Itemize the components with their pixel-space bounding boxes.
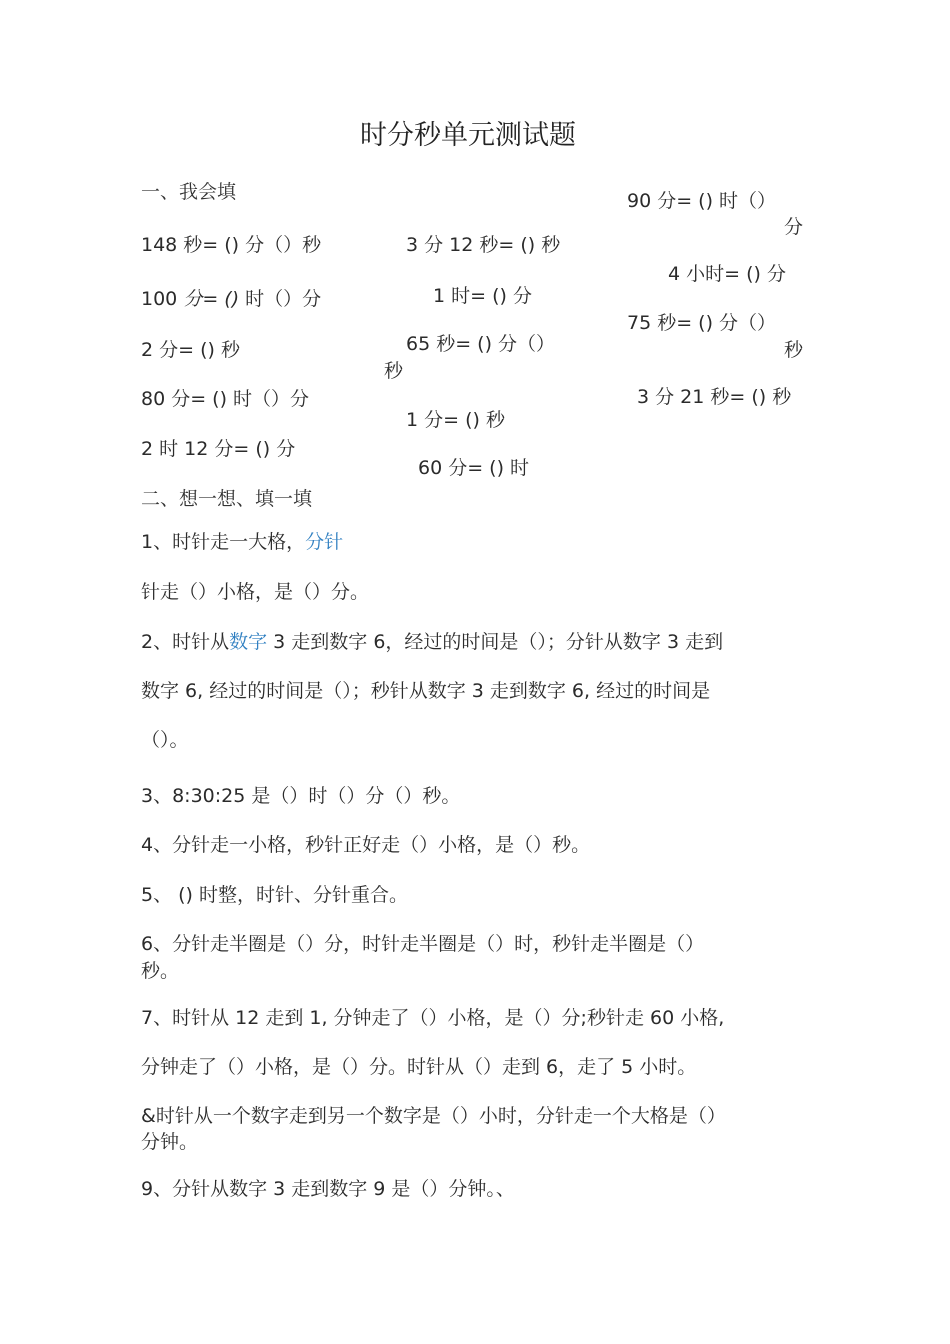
fill-item: 1 分= () 秒 — [406, 409, 505, 431]
question-text: 2、时针从 — [141, 631, 230, 653]
question-5: 5、 () 时整，时针、分针重合。 — [141, 884, 408, 906]
question-7-line2: 分钟走了（）小格，是（）分。时针从（）走到 6，走了 5 小时。 — [141, 1056, 697, 1078]
question-7: 7、时针从 12 走到 1, 分钟走了（）小格，是（）分;秒针走 60 小格, — [141, 1007, 725, 1029]
question-1-line2: 针走（）小格，是（）分。 — [141, 581, 370, 603]
fill-item-part: 分 — [183, 288, 203, 310]
fill-item: 3 分 12 秒= () 秒 — [406, 234, 561, 256]
fill-item: 60 分= () 时 — [418, 457, 530, 479]
fill-item-wrap: 分 — [784, 216, 804, 238]
fill-item: 2 分= () 秒 — [141, 339, 240, 361]
fill-item-wrap: 秒 — [384, 360, 404, 382]
fill-item: 1 时= () 分 — [433, 285, 532, 307]
fill-item: 90 分= () 时（） — [627, 190, 777, 212]
fill-item-part: = — [202, 288, 225, 310]
fill-item: 80 分= () 时（）分 — [141, 388, 310, 410]
fill-item: 4 小时= () 分 — [668, 263, 786, 285]
question-text: 1、时针走一大格， — [141, 531, 306, 553]
fill-item — [141, 288, 321, 311]
question-8: &时针从一个数字走到另一个数字是（）小时，分针走一个大格是（） — [141, 1105, 726, 1127]
fill-item: 65 秒= () 分（） — [406, 333, 556, 355]
question-3: 3、8:30:25 是（）时（）分（）秒。 — [141, 785, 461, 807]
question-2-line3: （）。 — [141, 729, 189, 751]
question-6-line2: 秒。 — [141, 960, 180, 982]
fill-item: 148 秒= () 分（）秒 — [141, 234, 322, 256]
fill-item: 75 秒= () 分（） — [627, 312, 777, 334]
fill-item-part: 时（）分 — [239, 288, 322, 310]
question-4: 4、分针走一小格，秒针正好走（）小格，是（）秒。 — [141, 834, 591, 856]
fill-item: 2 时 12 分= () 分 — [141, 438, 296, 460]
keyword-link[interactable]: 分针 — [305, 531, 344, 553]
fill-item: 3 分 21 秒= () 秒 — [637, 386, 792, 408]
fill-item-part: 100 — [141, 288, 184, 310]
question-2 — [141, 631, 723, 654]
section1-heading: 一、我会填 — [141, 181, 237, 203]
keyword-link[interactable]: 数字 — [229, 631, 268, 653]
section2-heading: 二、想一想、填一填 — [141, 488, 313, 510]
question-2-line2: 数字 6, 经过的时间是（）；秒针从数字 3 走到数字 6, 经过的时间是 — [141, 680, 711, 702]
page-title: 时分秒单元测试题 — [360, 120, 576, 151]
question-9: 9、分针从数字 3 走到数字 9 是（）分钟。、 — [141, 1178, 515, 1200]
fill-item-wrap: 秒 — [784, 339, 804, 361]
question-6: 6、分针走半圈是（）分，时针走半圈是（）时，秒针走半圈是（） — [141, 933, 705, 955]
question-text: 3 走到数字 6，经过的时间是（）；分针从数字 3 走到 — [267, 631, 724, 653]
question-8-line2: 分钟。 — [141, 1131, 199, 1153]
question-1 — [141, 531, 343, 554]
fill-item-part: () — [224, 288, 240, 310]
